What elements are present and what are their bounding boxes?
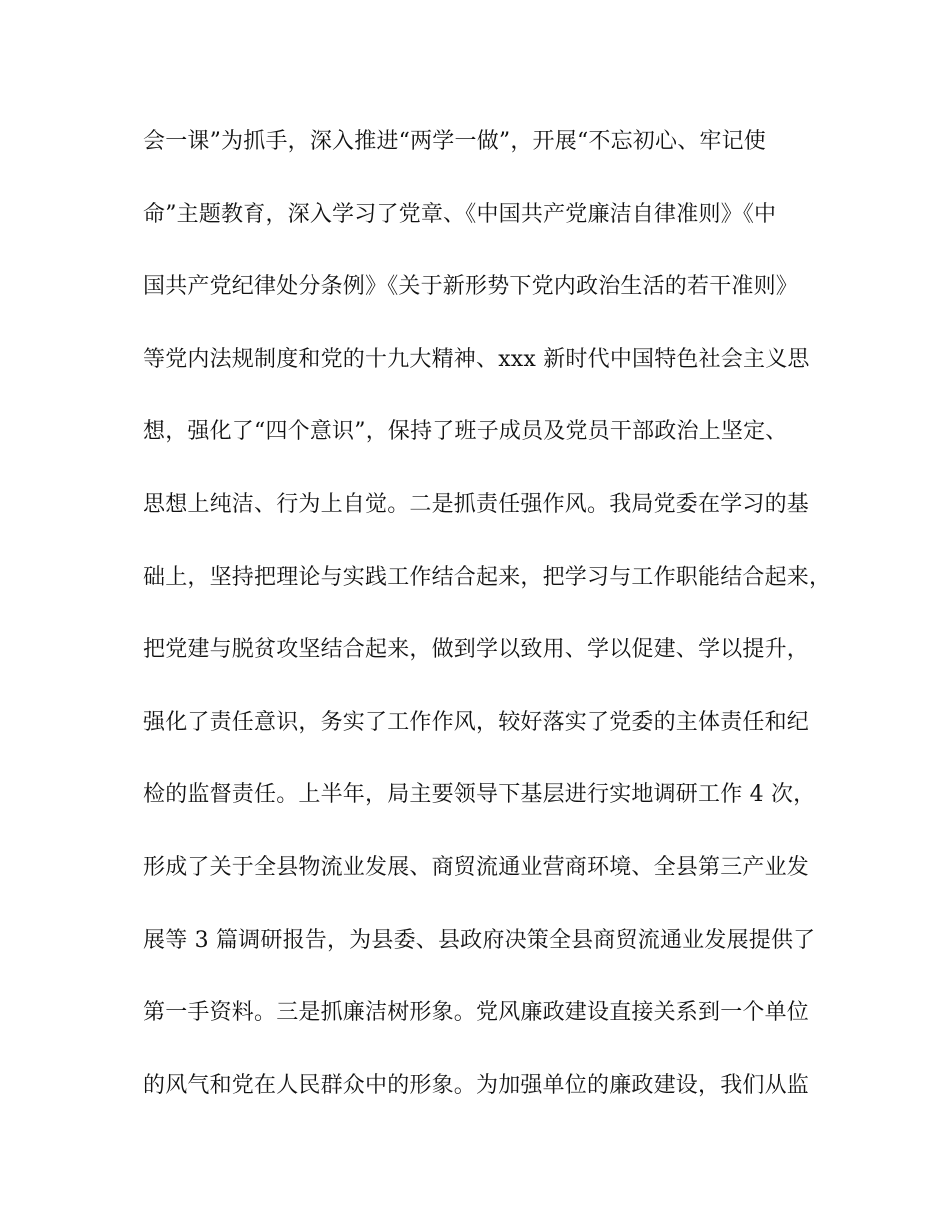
text-line: 把党建与脱贫攻坚结合起来，做到学以致用、学以促建、学以提升， <box>143 637 810 663</box>
text-line: 检的监督责任。上半年，局主要领导下基层进行实地调研工作 4 次， <box>143 782 816 808</box>
text-line: 等党内法规制度和党的十九大精神、xxx 新时代中国特色社会主义思 <box>143 346 810 372</box>
text-line: 第一手资料。三是抓廉洁树形象。党风廉政建设直接关系到一个单位 <box>143 1000 810 1026</box>
text-line: 想，强化了“四个意识”，保持了班子成员及党员干部政治上坚定、 <box>143 419 788 445</box>
text-line: 形成了关于全县物流业发展、商贸流通业营商环境、全县第三产业发 <box>143 854 810 880</box>
text-line: 的风气和党在人民群众中的形象。为加强单位的廉政建设，我们从监 <box>143 1072 810 1098</box>
text-line: 思想上纯洁、行为上自觉。二是抓责任强作风。我局党委在学习的基 <box>143 491 810 517</box>
text-line: 会一课”为抓手，深入推进“两学一做”，开展“不忘初心、牢记使 <box>143 129 766 154</box>
text-line: 国共产党纪律处分条例》《关于新形势下党内政治生活的若干准则》 <box>143 274 799 300</box>
text-line: 强化了责任意识，务实了工作作风，较好落实了党委的主体责任和纪 <box>143 709 810 735</box>
text-line: 展等 3 篇调研报告，为县委、县政府决策全县商贸流通业发展提供了 <box>143 927 816 953</box>
text-line: 础上，坚持把理论与实践工作结合起来，把学习与工作职能结合起来， <box>143 564 832 590</box>
body-paragraph <box>143 122 832 1138</box>
text-line: 命”主题教育，深入学习了党章、《中国共产党廉洁自律准则》《中 <box>143 201 777 227</box>
